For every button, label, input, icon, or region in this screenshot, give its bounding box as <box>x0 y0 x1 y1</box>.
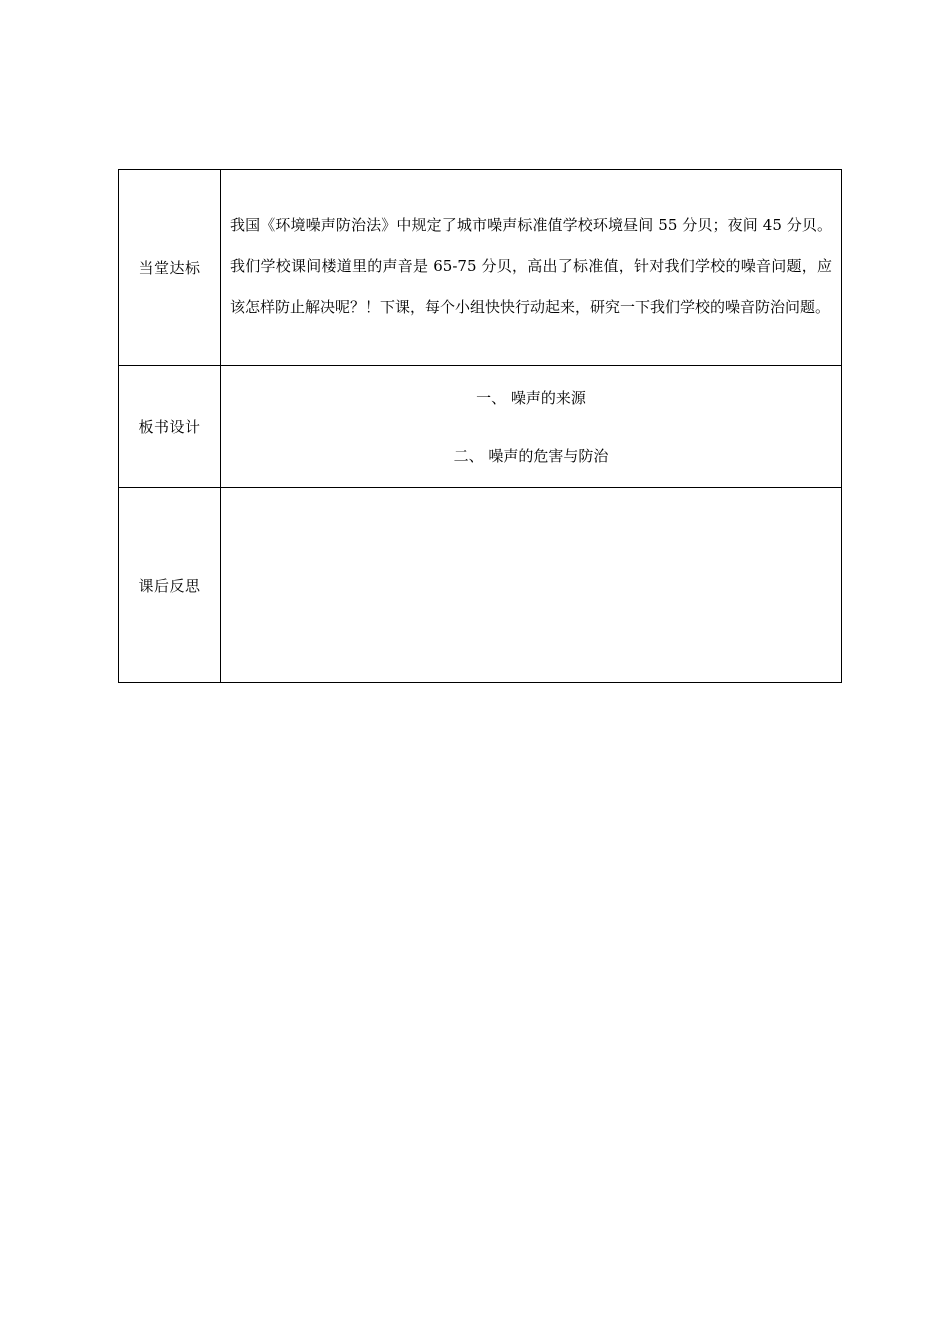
row-label-reflection: 课后反思 <box>119 488 221 683</box>
board-line-1: 一、 噪声的来源 <box>476 388 586 407</box>
class-assessment-text: 我国《环境噪声防治法》中规定了城市噪声标准值学校环境昼间 55 分贝；夜间 45 分贝。我们学校课间楼道里的声音是 65-75 分贝，高出了标准值，针对我们学校的噪音问题，应该怎样防止解决呢？！下课，每个小组快快行动起来，研究一下我们学校的噪音防治问题。 <box>230 216 832 316</box>
row-label-class-assessment: 当堂达标 <box>119 170 221 366</box>
reflection-cell[interactable] <box>221 488 842 683</box>
class-assessment-cell <box>221 170 842 366</box>
table-row-board-design <box>119 366 842 488</box>
row-label-board-design: 板书设计 <box>119 366 221 488</box>
board-design-outline <box>221 374 841 480</box>
lesson-plan-table <box>118 169 842 683</box>
table-row-reflection <box>119 488 842 683</box>
table-row-class-assessment <box>119 170 842 366</box>
board-design-cell <box>221 366 842 488</box>
board-line-2: 二、 噪声的危害与防治 <box>453 446 609 465</box>
